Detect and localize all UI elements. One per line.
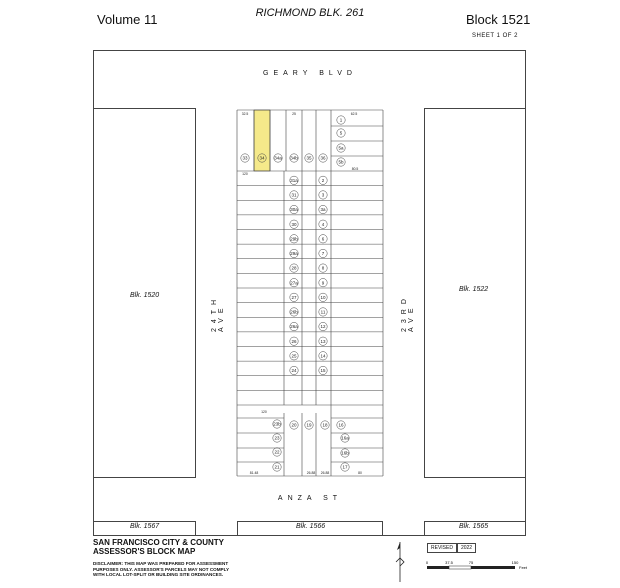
lot-top-34a: 34a — [274, 155, 282, 161]
lot-east-2: 2 — [321, 177, 325, 183]
lot-east-7: 7 — [321, 251, 325, 257]
dim-bottom-right: 80 — [358, 471, 362, 475]
lot-east-3a: 3a — [320, 207, 326, 213]
street-east: 23RD AVE — [401, 294, 415, 332]
lot-top-34b: 34b — [290, 155, 298, 161]
lot-east-10: 10 — [320, 294, 326, 300]
lot-west-27a: 27a — [290, 280, 298, 286]
adjacent-block-east-label: Blk. 1522 — [459, 286, 489, 293]
scale-unit: Feet — [519, 565, 528, 570]
lot-west-26b: 26b — [290, 309, 298, 315]
adjacent-block-bottom-left-label: Blk. 1567 — [130, 523, 160, 530]
lot-east-4: 4 — [321, 221, 325, 227]
revised-box — [427, 543, 476, 553]
lot-bottom-17: 17 — [342, 464, 348, 470]
lot-bottom-23: 23 — [274, 435, 280, 441]
lot-west-29a: 29a — [290, 251, 298, 257]
disclaimer-text: DISCLAIMER: THIS MAP WAS PREPARED FOR ASSESSMENT PURPOSES ONLY. ASSESSOR'S PARCELS MAY NOT COMPLY WITH LOCAL LOT-SPLIT OR BUILDING SITE ORDINANCES. — [93, 561, 229, 578]
lot-bottom-22: 22 — [274, 449, 280, 455]
scale-tick-0: 0 — [425, 560, 429, 565]
block-number: Block 1521 — [466, 12, 531, 27]
agency-title — [93, 538, 224, 556]
lot-top-34: 34 — [259, 155, 265, 161]
revised-label: REVISED — [427, 543, 457, 553]
volume-label: Volume 11 — [97, 12, 158, 27]
lot-west-24: 24 — [291, 368, 297, 374]
dim-bottom-mid1: 26.88 — [306, 471, 316, 475]
street-north: GEARY BLVD — [263, 70, 357, 77]
revised-year: 2022 — [457, 543, 476, 553]
dim-bottom-mid2: 26.88 — [320, 471, 330, 475]
lot-bottom-16: 16 — [338, 422, 344, 428]
dim-top-left: 32.5 — [241, 112, 249, 116]
dim-row-bottom: 120 — [261, 410, 267, 414]
lot-bottom-16a: 16a — [341, 435, 349, 441]
sheet-indicator: SHEET 1 OF 2 — [472, 33, 518, 39]
lot-top-right-5a: 5a — [338, 145, 344, 151]
lot-west-30a: 30a — [290, 207, 298, 213]
lot-east-3: 3 — [321, 192, 325, 198]
lot-east-14: 14 — [320, 353, 326, 359]
lot-east-15: 15 — [320, 368, 326, 374]
lot-top-right-1: 1 — [339, 117, 343, 123]
street-west: 24TH AVE — [211, 294, 225, 332]
adjacent-block-west-label: Blk. 1520 — [130, 292, 160, 299]
street-south: ANZA ST — [277, 495, 343, 502]
lot-west-26: 26 — [291, 338, 297, 344]
lot-east-11: 11 — [320, 309, 326, 315]
lot-west-27: 27 — [291, 294, 297, 300]
lot-top-right-5: 5 — [339, 130, 343, 136]
dim-top-mid: 25 — [292, 112, 296, 116]
adjacent-block-bottom-center-label: Blk. 1566 — [296, 523, 326, 530]
scale-bar — [425, 560, 528, 576]
map-title: RICHMOND BLK. 261 — [255, 7, 365, 19]
agency-line2: ASSESSOR'S BLOCK MAP — [93, 547, 196, 556]
lot-west-31a: 31a — [290, 177, 298, 183]
lot-bottom-23b: 23b — [273, 421, 281, 427]
lot-top-right-5b: 5b — [338, 159, 344, 165]
scale-tick-1: 37.5 — [445, 560, 453, 565]
dim-bottom-left: 81.48 — [249, 471, 259, 475]
scale-tick-2: 75 — [468, 560, 474, 565]
lot-west-25: 25 — [291, 353, 297, 359]
lot-bottom-20: 20 — [291, 422, 297, 428]
lot-bottom-21: 21 — [274, 464, 280, 470]
lot-bottom-18: 18 — [322, 422, 328, 428]
scale-tick-3: 150 — [511, 560, 519, 565]
lot-west-31: 31 — [291, 192, 297, 198]
lot-east-13: 13 — [320, 338, 326, 344]
lot-west-26a: 26a — [290, 324, 298, 330]
agency-line1: SAN FRANCISCO CITY & COUNTY — [93, 538, 224, 547]
lot-east-6: 6 — [321, 236, 325, 242]
adjacent-block-bottom-right-label: Blk. 1565 — [459, 523, 489, 530]
lot-top-33: 33 — [242, 155, 248, 161]
dim-top-right: 62.5 — [350, 112, 358, 116]
north-arrow-icon — [393, 540, 407, 584]
lot-west-29b: 29b — [290, 236, 298, 242]
lot-bottom-16b: 16b — [341, 450, 349, 456]
lot-east-12: 12 — [320, 324, 326, 330]
lot-east-8: 8 — [321, 265, 325, 271]
dim-row: 120 — [242, 172, 248, 176]
dim-east-top: 80.5 — [351, 167, 359, 171]
lot-top-36: 36 — [320, 155, 326, 161]
lot-east-9: 9 — [321, 280, 325, 286]
lot-top-35: 35 — [306, 155, 312, 161]
lot-west-30: 30 — [291, 221, 297, 227]
lot-west-28: 28 — [291, 265, 297, 271]
lot-bottom-19: 19 — [306, 422, 312, 428]
highlighted-lot[interactable] — [254, 110, 270, 171]
